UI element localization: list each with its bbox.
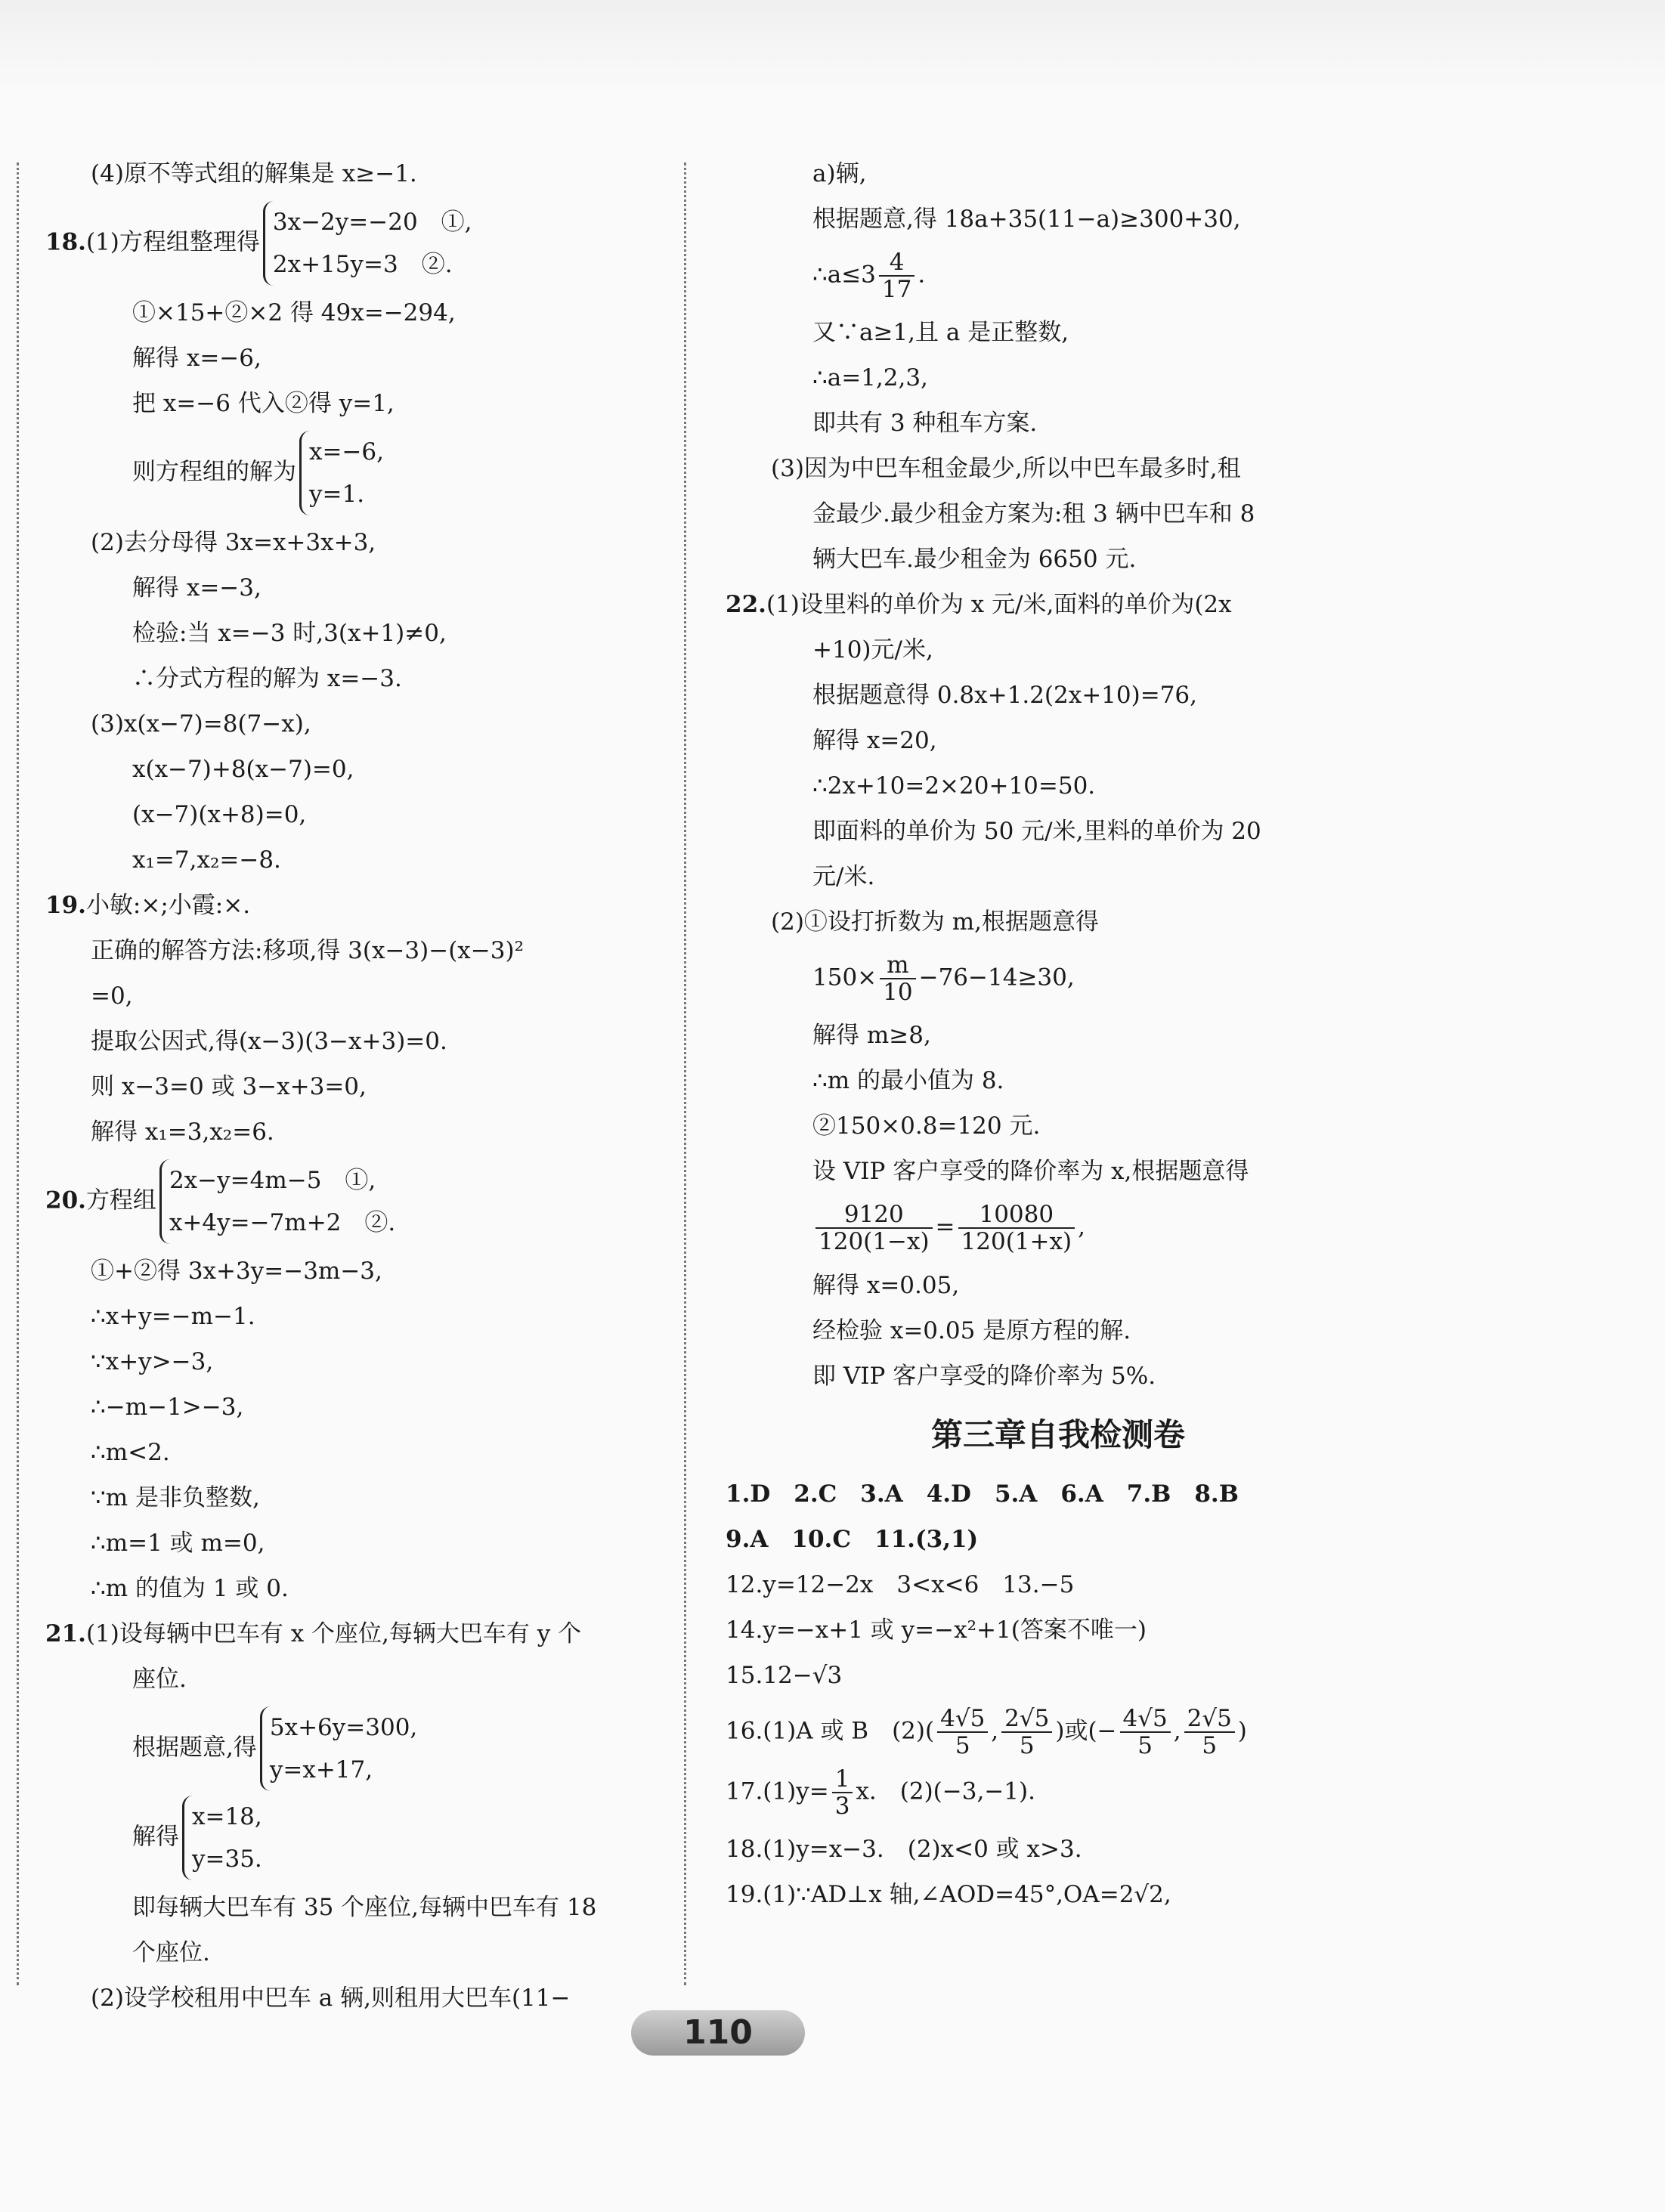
numerator: 4√5 <box>1120 1706 1171 1733</box>
text-line: (3)因为中巴车租金最少,所以中巴车最多时,租 <box>771 455 1241 483</box>
text-line: ∴分式方程的解为 x=−3. <box>132 665 402 692</box>
text-line: ∴x+y=−m−1. <box>91 1303 255 1330</box>
denominator: 120(1−x) <box>819 1228 930 1256</box>
text-line: ∴m=1 或 m=0, <box>91 1530 265 1557</box>
equation-system <box>182 1796 262 1880</box>
top-margin <box>0 0 1665 91</box>
text-line: (3)x(x−7)=8(7−x), <box>91 710 311 738</box>
denominator: 5 <box>1137 1731 1153 1759</box>
text-line: 元/米. <box>812 863 875 891</box>
fraction <box>937 1706 988 1759</box>
denominator: 5 <box>1019 1731 1035 1759</box>
answer-line: 19.(1)∵AD⊥x 轴,∠AOD=45°,OA=2√2, <box>726 1880 1171 1908</box>
solution-system <box>45 431 665 515</box>
text-span: 方程组 <box>85 1186 156 1214</box>
text-line: 根据题意,得 18a+35(11−a)≥300+30, <box>812 206 1241 233</box>
numerator: 9120 <box>815 1202 933 1229</box>
numerator: 2√5 <box>1001 1706 1052 1733</box>
problem-number: 22. <box>726 591 766 619</box>
denominator: 5 <box>955 1731 970 1759</box>
text-line: (x−7)(x+8)=0, <box>132 801 307 828</box>
text-line: 把 x=−6 代入②得 y=1, <box>132 390 395 417</box>
text-line: ∴m 的最小值为 8. <box>812 1067 1004 1095</box>
text-line: (2)①设打折数为 m,根据题意得 <box>771 908 1100 936</box>
fraction <box>815 1202 933 1254</box>
text-line: ∴m 的值为 1 或 0. <box>91 1575 289 1602</box>
text-line: 正确的解答方法:移项,得 3(x−3)−(x−3)² <box>91 937 525 964</box>
text-line: 设 VIP 客户享受的降价率为 x,根据题意得 <box>812 1158 1249 1186</box>
equation-row: y=1. <box>309 481 365 508</box>
text-line: 根据题意得 0.8x+1.2(2x+10)=76, <box>812 682 1198 710</box>
numerator: 1 <box>832 1766 853 1793</box>
text-span: (1)设里料的单价为 x 元/米,面料的单价为(2x <box>766 591 1232 619</box>
text-span: (1)方程组整理得 <box>85 228 260 256</box>
fraction <box>1001 1706 1052 1759</box>
fraction <box>958 1202 1075 1254</box>
fraction-line <box>726 249 1391 302</box>
text-line: 解得 m≥8, <box>812 1022 931 1050</box>
fraction <box>832 1766 853 1819</box>
text-span: 150× <box>812 964 877 992</box>
text-line: 解得 x₁=3,x₂=6. <box>91 1118 274 1146</box>
text-span: (1)设每辆中巴车有 x 个座位,每辆大巴车有 y 个 <box>85 1620 582 1647</box>
text-line: 检验:当 x=−3 时,3(x+1)≠0, <box>132 620 447 647</box>
text-line: ①+②得 3x+3y=−3m−3, <box>91 1258 382 1285</box>
fraction <box>880 952 915 1005</box>
text-span: , <box>1078 1213 1085 1241</box>
denominator: 120(1+x) <box>961 1228 1072 1256</box>
page-number-badge: 110 <box>631 2010 805 2056</box>
text-line: 解得 x=0.05, <box>812 1271 960 1299</box>
text-line: ∴2x+10=2×20+10=50. <box>812 772 1096 800</box>
text-line: 个座位. <box>132 1939 210 1966</box>
numerator: 4 <box>879 249 915 277</box>
text-line: 即 VIP 客户享受的降价率为 5%. <box>812 1362 1156 1390</box>
answer-line: 14.y=−x+1 或 y=−x²+1(答案不唯一) <box>726 1616 1147 1644</box>
problem-21-system <box>45 1706 665 1791</box>
problem-18-system <box>45 201 665 286</box>
text-span: , <box>1173 1717 1181 1745</box>
text-line: 经检验 x=0.05 是原方程的解. <box>812 1316 1131 1344</box>
text-line: ①×15+②×2 得 49x=−294, <box>132 299 456 326</box>
text-line: 解得 x=20, <box>812 727 937 755</box>
numerator: 2√5 <box>1184 1706 1235 1733</box>
text-line: ∴−m−1>−3, <box>91 1394 244 1421</box>
problem-number: 19. <box>45 892 86 919</box>
denominator: 5 <box>1202 1731 1218 1759</box>
text-line: x(x−7)+8(x−7)=0, <box>132 756 354 783</box>
answer-line-fraction <box>726 1766 1391 1819</box>
equation-row: 3x−2y=−20 ①, <box>272 209 472 236</box>
text-line: 又∵a≥1,且 a 是正整数, <box>812 319 1069 347</box>
text-span: )或(− <box>1055 1717 1117 1745</box>
denominator: 3 <box>834 1792 850 1820</box>
text-line: 即每辆大巴车有 35 个座位,每辆中巴车有 18 <box>132 1894 597 1921</box>
equation-system <box>159 1159 395 1244</box>
text-span: −76−14≥30, <box>918 964 1075 992</box>
text-span: 17.(1)y= <box>726 1777 829 1805</box>
text-span: 16.(1)A 或 B (2)( <box>726 1717 935 1745</box>
text-line: 即共有 3 种租车方案. <box>812 410 1038 438</box>
text-span: 根据题意,得 <box>132 1734 257 1762</box>
fraction <box>1120 1706 1171 1759</box>
equation-system <box>263 201 472 286</box>
text-span: , <box>991 1717 999 1745</box>
column-divider <box>684 162 686 1985</box>
text-line: ∵x+y>−3, <box>91 1348 214 1375</box>
text-line: 金最少.最少租金方案为:租 3 辆中巴车和 8 <box>812 500 1255 528</box>
text-line: ∴m<2. <box>91 1439 170 1466</box>
text-line: +10)元/米, <box>812 636 933 664</box>
equation-system <box>260 1706 417 1791</box>
fraction-line <box>726 952 1391 1005</box>
equation-row: x=18, <box>192 1803 262 1830</box>
answer-line: 15.12−√3 <box>726 1661 843 1689</box>
text-line: 即面料的单价为 50 元/米,里料的单价为 20 <box>812 818 1261 846</box>
numerator: m <box>880 952 915 979</box>
text-line: (2)去分母得 3x=x+3x+3, <box>91 529 376 556</box>
text-line: 解得 x=−6, <box>132 345 262 372</box>
answer-line: 1.D 2.C 3.A 4.D 5.A 6.A 7.B 8.B <box>726 1480 1239 1508</box>
equation-row: 2x+15y=3 ②. <box>272 251 453 278</box>
text-line: (4)原不等式组的解集是 x≥−1. <box>91 160 417 187</box>
numerator: 4√5 <box>937 1706 988 1733</box>
text-line <box>45 883 665 928</box>
left-column <box>45 151 665 2021</box>
equation-row: x+4y=−7m+2 ②. <box>169 1209 396 1236</box>
problem-number: 21. <box>45 1620 86 1647</box>
text-line <box>45 1611 665 1657</box>
equation-row: y=x+17, <box>269 1756 373 1784</box>
text-line: 提取公因式,得(x−3)(3−x+3)=0. <box>91 1028 447 1055</box>
text-line: a)辆, <box>812 160 867 187</box>
equation-row: 5x+6y=300, <box>269 1714 418 1741</box>
text-span: 解得 <box>132 1823 179 1851</box>
fraction <box>1184 1706 1235 1759</box>
text-line: 则 x−3=0 或 3−x+3=0, <box>91 1073 367 1100</box>
answer-line: 18.(1)y=x−3. (2)x<0 或 x>3. <box>726 1835 1082 1863</box>
text-span: . <box>918 261 926 289</box>
answer-line: 12.y=12−2x 3<x<6 13.−5 <box>726 1570 1075 1598</box>
numerator: 10080 <box>958 1202 1075 1229</box>
equation-row: x=−6, <box>309 438 385 466</box>
text-span: 则方程组的解为 <box>132 458 296 486</box>
denominator: 10 <box>883 979 913 1007</box>
text-line: 辆大巴车.最少租金为 6650 元. <box>812 546 1137 574</box>
text-span: ∴a≤3 <box>812 261 876 289</box>
section-heading: 第三章自我检测卷 <box>930 1415 1185 1453</box>
fraction-equation <box>726 1202 1391 1254</box>
text-line: x₁=7,x₂=−8. <box>132 846 281 874</box>
text-line: 解得 x=−3, <box>132 574 262 602</box>
left-margin-divider <box>17 162 19 1985</box>
text-line: =0, <box>91 982 133 1010</box>
equation-system <box>299 431 384 515</box>
problem-21-solution <box>45 1796 665 1880</box>
fraction <box>879 249 915 302</box>
text-span: 小敏:×;小霞:×. <box>85 892 251 919</box>
text-line <box>726 582 1391 627</box>
text-span: x. (2)(−3,−1). <box>856 1777 1035 1805</box>
answer-line: 9.A 10.C 11.(3,1) <box>726 1525 979 1553</box>
text-line: (2)设学校租用中巴车 a 辆,则租用大巴车(11− <box>91 1985 571 2012</box>
equation-row: 2x−y=4m−5 ①, <box>169 1167 376 1194</box>
answer-line-fractions <box>726 1706 1391 1759</box>
problem-20-system <box>45 1159 665 1244</box>
text-line: ②150×0.8=120 元. <box>812 1112 1041 1140</box>
denominator: 17 <box>881 276 912 304</box>
problem-number: 18. <box>45 228 86 256</box>
text-span: ) <box>1237 1717 1247 1745</box>
text-line: ∵m 是非负整数, <box>91 1484 260 1511</box>
text-span: = <box>935 1213 955 1241</box>
right-column <box>726 151 1391 1917</box>
text-line: 座位. <box>132 1666 187 1693</box>
problem-number: 20. <box>45 1186 86 1214</box>
text-line: ∴a=1,2,3, <box>812 364 928 392</box>
equation-row: y=35. <box>192 1845 262 1873</box>
